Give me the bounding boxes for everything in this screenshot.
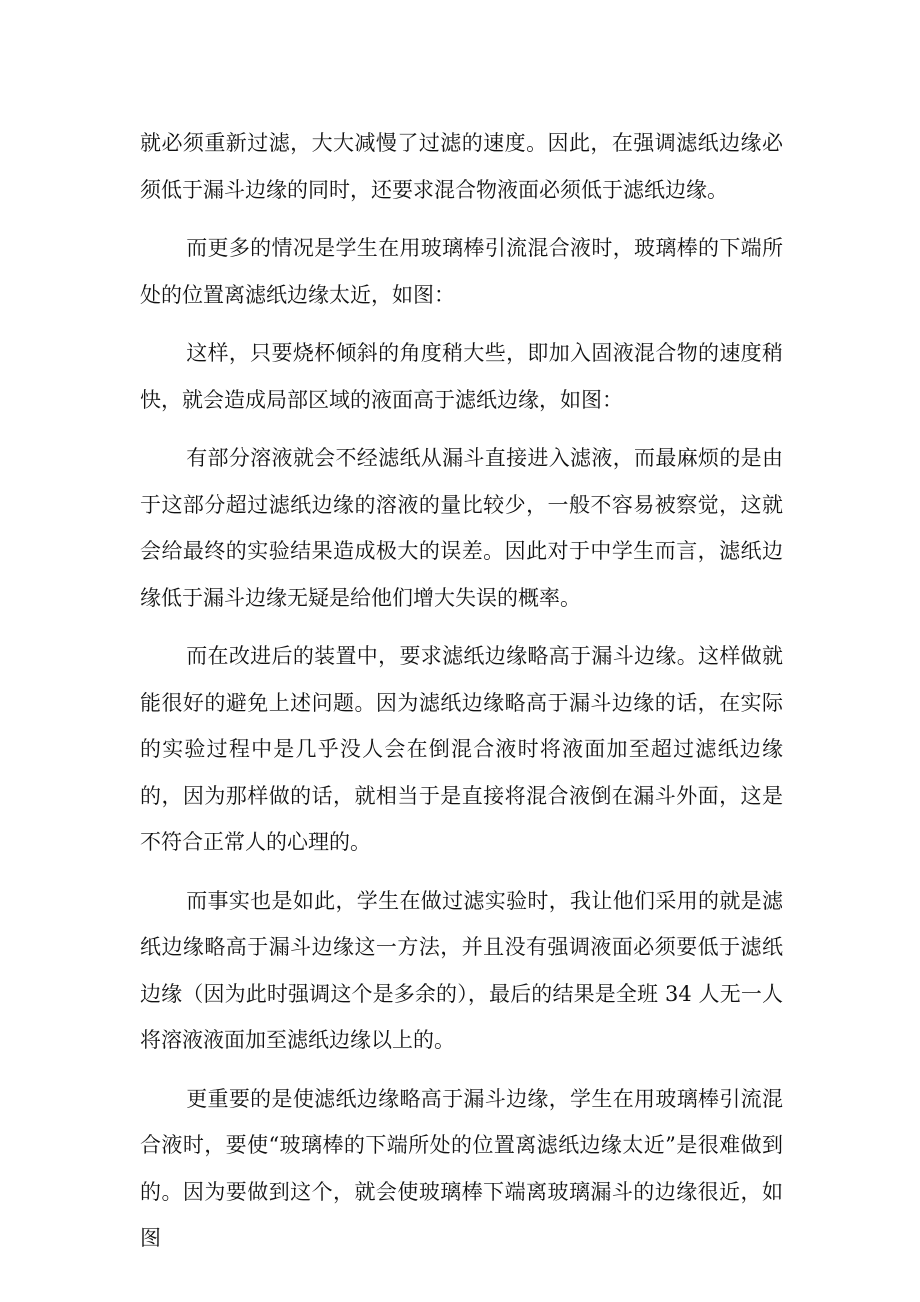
paragraph-2: 而更多的情况是学生在用玻璃棒引流混合液时，玻璃棒的下端所处的位置离滤纸边缘太近，如图： — [140, 236, 783, 307]
paragraph-1: 就必须重新过滤，大大减慢了过滤的速度。因此，在强调滤纸边缘必须低于漏斗边缘的同时，还要求混合物液面必须低于滤纸边缘。 — [140, 131, 783, 202]
paragraph-6: 而事实也是如此，学生在做过滤实验时，我让他们采用的就是滤纸边缘略高于漏斗边缘这一方法，并且没有强调液面必须要低于滤纸边缘（因为此时强调这个是多余的），最后的结果是全班 34 人无一人将溶液液面加至滤纸边缘以上的。 — [140, 888, 783, 1052]
paragraph-3: 这样，只要烧杯倾斜的角度稍大些，即加入固液混合物的速度稍快，就会造成局部区域的液面高于滤纸边缘，如图： — [140, 341, 783, 412]
paragraph-4: 有部分溶液就会不经滤纸从漏斗直接进入滤液，而最麻烦的是由于这部分超过滤纸边缘的溶液的量比较少，一般不容易被察觉，这就会给最终的实验结果造成极大的误差。因此对于中学生而言，滤纸边缘低于漏斗边缘无疑是给他们增大失误的概率。 — [140, 446, 783, 610]
paragraph-5: 而在改进后的装置中，要求滤纸边缘略高于漏斗边缘。这样做就能很好的避免上述问题。因为滤纸边缘略高于漏斗边缘的话，在实际的实验过程中是几乎没人会在倒混合液时将液面加至超过滤纸边缘的，因为那样做的话，就相当于是直接将混合液倒在漏斗外面，这是不符合正常人的心理的。 — [140, 644, 783, 854]
document-page — [140, 120, 783, 1274]
paragraph-7: 更重要的是使滤纸边缘略高于漏斗边缘，学生在用玻璃棒引流混合液时，要使“玻璃棒的下端所处的位置离滤纸边缘太近”是很难做到的。因为要做到这个，就会使玻璃棒下端离玻璃漏斗的边缘很近，如图 — [140, 1086, 783, 1250]
